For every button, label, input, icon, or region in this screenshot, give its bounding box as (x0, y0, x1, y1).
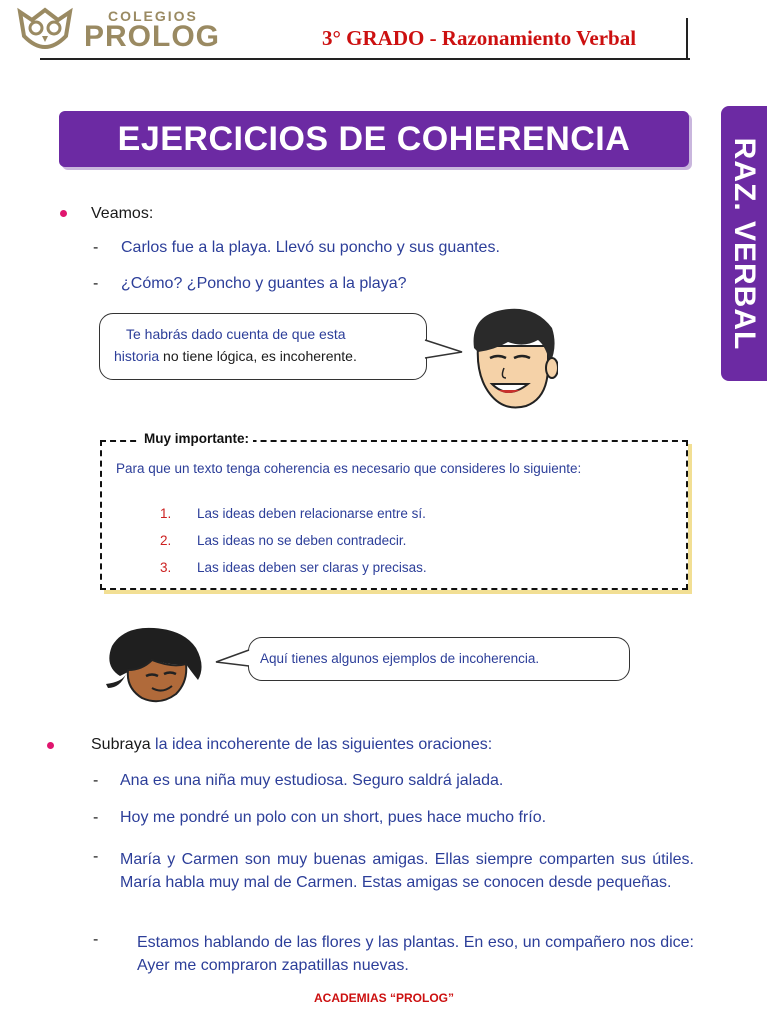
example-line-1: Carlos fue a la playa. Llevó su poncho y sus guantes. (121, 239, 500, 256)
header-vertical-divider (686, 18, 688, 60)
important-text (116, 460, 666, 478)
bullet-icon (60, 210, 67, 217)
bubble-historia: historia (114, 348, 160, 364)
important-item-number: 3. (160, 560, 172, 575)
example-line-2: ¿Cómo? ¿Poncho y guantes a la playa? (121, 275, 407, 292)
side-tab-label-wrap (721, 106, 767, 381)
bullet-icon (47, 742, 54, 749)
logo-text-colegios: COLEGIOS (108, 8, 198, 24)
dash: - (93, 239, 99, 256)
bubble-boy-line-2 (114, 348, 357, 364)
dash: - (93, 772, 99, 789)
important-item-number: 2. (160, 533, 172, 548)
dash: - (93, 275, 99, 292)
dash: - (93, 848, 99, 865)
logo-text-prolog: PROLOG (84, 20, 221, 53)
exercise-instruction (91, 736, 492, 754)
bubble-incoherente: no tiene lógica, es incoherente (163, 348, 353, 364)
owl-logo-icon (12, 6, 78, 56)
exercise-sentence-2: Hoy me pondré un polo con un short, pues hace mucho frío. (120, 809, 547, 826)
speech-bubble-boy (99, 313, 427, 380)
side-tab-label: RAZ. VERBAL (728, 137, 761, 350)
important-item-number: 1. (160, 506, 172, 521)
exercise-sentence-3: María y Carmen son muy buenas amigas. Ellas siempre comparten sus útiles. María habla muy mal de Carmen. Estas amigas se conocen desde pequeñas. (120, 851, 694, 891)
dash: - (93, 931, 99, 948)
bubble-girl-text: Aquí tienes algunos ejemplos de incoherencia. (260, 651, 540, 666)
important-item: Las ideas deben ser claras y precisas. (197, 560, 427, 575)
important-label: Muy importante: (140, 431, 253, 446)
girl-face-icon (102, 626, 214, 704)
dash: - (93, 809, 99, 826)
exercise-sentence-4: Estamos hablando de las flores y las plantas. En eso, un compañero nos dice: Ayer me compraron zapatillas nuevas. (137, 934, 694, 974)
instruction-verb: Subraya (91, 736, 151, 753)
bubble-tail (424, 338, 464, 362)
bubble-tail (214, 648, 250, 670)
important-item: Las ideas deben relacionarse entre sí. (197, 506, 426, 521)
bubble-boy-line-1: Te habrás dado cuenta de que esta (126, 326, 346, 342)
header-divider (40, 58, 690, 60)
grade-heading: 3° GRADO - Razonamiento Verbal (322, 26, 637, 50)
page-title: EJERCICIOS DE COHERENCIA (117, 120, 631, 158)
important-paragraph: Para que un texto tenga coherencia es necesario que consideres lo siguiente: (116, 461, 582, 476)
important-item: Las ideas no se deben contradecir. (197, 533, 407, 548)
footer-text: ACADEMIAS “PROLOG” (313, 991, 454, 1005)
exercise-sentence-1: Ana es una niña muy estudiosa. Seguro saldrá jalada. (120, 772, 504, 789)
intro-veamos: Veamos: (91, 205, 154, 222)
bubble-period: . (352, 348, 357, 364)
instruction-rest: la idea incoherente de las siguientes oraciones: (155, 736, 493, 753)
boy-face-icon (468, 306, 558, 414)
